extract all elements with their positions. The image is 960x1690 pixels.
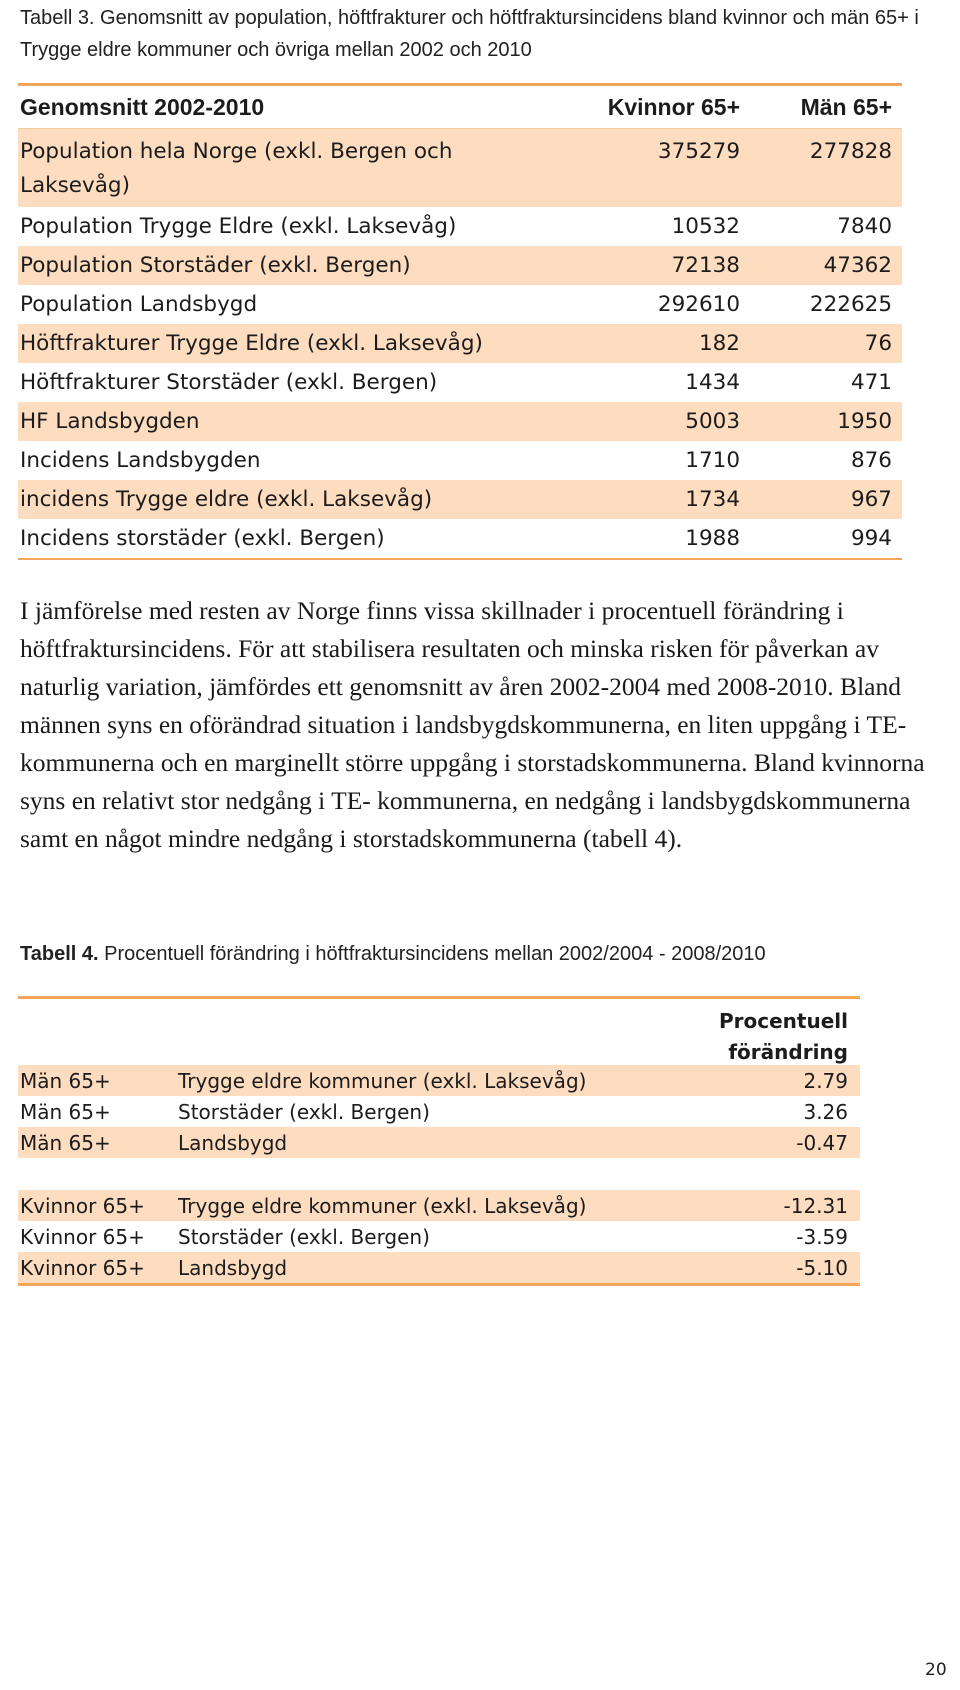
table3-header-men: Män 65+ (800, 93, 892, 120)
row-men: 277828 (809, 139, 892, 164)
row-men: 222625 (809, 292, 892, 317)
row-women: 72138 (671, 253, 740, 278)
row-group: Män 65+ (20, 1130, 111, 1155)
row-region: Landsbygd (178, 1255, 288, 1280)
row-label: Höftfrakturer Trygge Eldre (exkl. Laksevåg) (20, 331, 483, 356)
row-women: 182 (698, 331, 740, 356)
table4-header-line2: förändring (728, 1040, 848, 1064)
row-value: 3.26 (803, 1099, 848, 1124)
row-men: 1950 (837, 409, 892, 434)
table-row (18, 1065, 860, 1096)
row-region: Landsbygd (178, 1130, 288, 1155)
row-label: Incidens storstäder (exkl. Bergen) (20, 526, 385, 551)
row-group: Kvinnor 65+ (20, 1193, 145, 1218)
table-row (18, 1252, 860, 1283)
row-label: Höftfrakturer Storstäder (exkl. Bergen) (20, 370, 438, 395)
row-value: -5.10 (796, 1255, 848, 1280)
table-row (18, 285, 902, 324)
row-region: Trygge eldre kommuner (exkl. Laksevåg) (178, 1068, 587, 1093)
table-row (18, 1221, 860, 1252)
row-men: 471 (850, 370, 892, 395)
table-row (18, 207, 902, 246)
row-label: Population hela Norge (exkl. Bergen och Laksevåg) (20, 139, 453, 198)
row-region: Trygge eldre kommuner (exkl. Laksevåg) (178, 1193, 587, 1218)
table-row (18, 480, 902, 519)
row-label: Incidens Landsbygden (20, 448, 261, 473)
row-men: 876 (850, 448, 892, 473)
table-row (18, 441, 902, 480)
table4-header-line1: Procentuell (719, 1009, 848, 1033)
table-row (18, 1096, 860, 1127)
table4-caption-lead: Tabell 4. (20, 943, 99, 965)
row-men: 7840 (837, 214, 892, 239)
row-label: Population Trygge Eldre (exkl. Laksevåg) (20, 214, 457, 239)
row-value: -0.47 (796, 1130, 848, 1155)
table4-caption-text: Procentuell förändring i höftfraktursincidens mellan 2002/2004 - 2008/2010 (98, 943, 766, 965)
row-label: Population Landsbygd (20, 292, 258, 317)
row-group: Kvinnor 65+ (20, 1255, 145, 1280)
table-row (18, 129, 902, 207)
row-value: -12.31 (783, 1193, 848, 1218)
table-row (18, 1127, 860, 1158)
table4-gap (18, 1158, 860, 1190)
table4 (18, 996, 860, 1286)
row-label: HF Landsbygden (20, 409, 200, 434)
table3-header (18, 86, 902, 129)
row-men: 967 (850, 487, 892, 512)
table3 (18, 83, 902, 560)
table4-header-cell (719, 1006, 848, 1068)
table-row (18, 1190, 860, 1221)
row-value: -3.59 (796, 1224, 848, 1249)
table-row (18, 324, 902, 363)
row-region: Storstäder (exkl. Bergen) (178, 1224, 430, 1249)
row-label: incidens Trygge eldre (exkl. Laksevåg) (20, 487, 433, 512)
row-label: Population Storstäder (exkl. Bergen) (20, 253, 411, 278)
table3-header-label: Genomsnitt 2002-2010 (20, 93, 265, 120)
row-men: 76 (864, 331, 892, 356)
row-women: 1710 (685, 448, 740, 473)
table4-caption (20, 943, 940, 966)
row-women: 375279 (657, 139, 740, 164)
row-group: Män 65+ (20, 1068, 111, 1093)
row-group: Män 65+ (20, 1099, 111, 1124)
table-row (18, 246, 902, 285)
row-women: 1988 (685, 526, 740, 551)
row-women: 10532 (671, 214, 740, 239)
row-women: 1434 (685, 370, 740, 395)
table4-header (18, 999, 860, 1065)
page-number: 20 (925, 1660, 947, 1680)
row-women: 292610 (657, 292, 740, 317)
row-men: 994 (850, 526, 892, 551)
row-women: 1734 (685, 487, 740, 512)
row-value: 2.79 (803, 1068, 848, 1093)
body-paragraph: I jämförelse med resten av Norge finns vissa skillnader i procentuell förändring i höftfraktursincidens. För att stabilisera resultaten och minska risken för påverkan av naturlig variation, jämfördes ett genomsnitt av åren 2002-2004 med 2008-2010. Bland männen syns en oförändrad situation i landsbygdskommunerna, en liten uppgång i TE- kommunerna och en marginellt större uppgång i storstadskommunerna. Bland kvinnorna syns en relativt stor nedgång i TE- kommunerna, en nedgång i landsbygdskommunerna samt en något mindre nedgång i storstadskommunerna (tabell 4). (20, 596, 925, 853)
table4-bottom-rule (18, 1283, 860, 1286)
table-row (18, 363, 902, 402)
table-row (18, 519, 902, 558)
table-row (18, 402, 902, 441)
row-men: 47362 (823, 253, 892, 278)
table3-caption: Tabell 3. Genomsnitt av population, höftfrakturer och höftfraktursincidens bland kvinnor och män 65+ i Trygge eldre kommuner och övriga mellan 2002 och 2010 (20, 7, 919, 61)
row-women: 5003 (685, 409, 740, 434)
row-group: Kvinnor 65+ (20, 1224, 145, 1249)
table3-header-women: Kvinnor 65+ (607, 93, 740, 120)
row-region: Storstäder (exkl. Bergen) (178, 1099, 430, 1124)
